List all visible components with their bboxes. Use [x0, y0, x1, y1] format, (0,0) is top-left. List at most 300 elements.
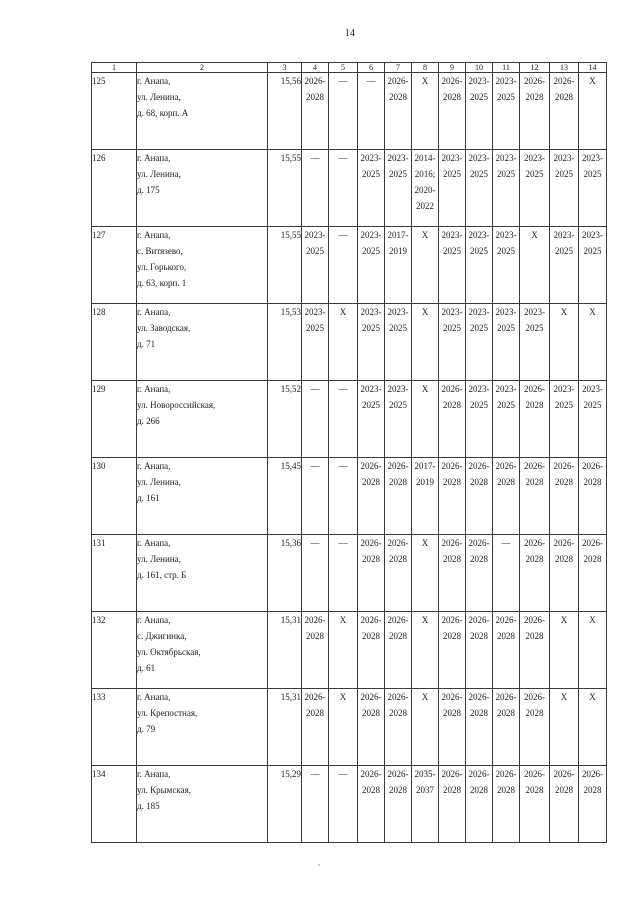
table-row: [92, 304, 607, 381]
period-text: Х: [560, 307, 568, 317]
address-cell: [137, 150, 268, 227]
index-value: 15,56: [268, 73, 302, 150]
period-cell-col-13: [550, 458, 579, 535]
period-text: 2026-: [360, 769, 382, 779]
period-text: Х: [421, 384, 429, 394]
period-cell-col-6: [358, 150, 385, 227]
period-cell-col-12: [520, 381, 550, 458]
period-cell-col-7: [385, 73, 412, 150]
period-cell-col-8: [412, 458, 439, 535]
period-text: 2035-: [414, 769, 436, 779]
period-text: 2023-: [495, 230, 517, 240]
period-cell-col-14: [579, 458, 607, 535]
address-line: д. 175: [137, 185, 160, 195]
period-text: 2025: [497, 246, 515, 256]
period-text: 2026-: [524, 76, 545, 86]
period-text: 2026-: [387, 692, 409, 702]
table-row: [92, 612, 607, 689]
period-cell-col-7: [385, 612, 412, 689]
period-text: 2028: [497, 477, 515, 487]
period-text: 2028: [443, 785, 461, 795]
table-row: [92, 535, 607, 612]
period-text: 2026-: [553, 461, 575, 471]
period-text: 2026-: [495, 769, 517, 779]
column-header-4: 4: [302, 63, 329, 73]
period-text: 2028: [306, 708, 324, 718]
period-text: 2025: [362, 323, 380, 333]
period-text: 2028: [443, 554, 461, 564]
period-text: 2025: [583, 400, 602, 410]
address-line: ул. Ленина,: [137, 92, 181, 102]
period-cell-col-10: [466, 458, 493, 535]
period-cell-col-5: [329, 73, 358, 150]
index-value: 15,31: [268, 689, 302, 766]
period-cell-col-7: [385, 381, 412, 458]
period-text: 2023-: [387, 307, 409, 317]
period-cell-col-11: [493, 73, 520, 150]
address-cell: [137, 766, 268, 843]
period-text: 2023-: [360, 307, 382, 317]
period-cell-col-9: [439, 73, 466, 150]
period-text: 2026-: [495, 461, 517, 471]
period-text: 2026-: [582, 461, 603, 471]
period-text: 2025: [497, 92, 515, 102]
period-cell-col-10: [466, 381, 493, 458]
period-cell-col-8: [412, 73, 439, 150]
period-text: 2028: [443, 477, 461, 487]
period-text: 2026-: [468, 461, 490, 471]
period-cell-col-7: [385, 689, 412, 766]
period-text: 2028: [583, 477, 602, 487]
period-cell-col-4: [302, 304, 329, 381]
period-cell-col-11: [493, 150, 520, 227]
period-text: 2025: [583, 169, 602, 179]
period-cell-col-14: [579, 612, 607, 689]
address-line: г. Анапа,: [137, 76, 171, 86]
address-line: г. Анапа,: [137, 461, 171, 471]
period-cell-col-9: [439, 535, 466, 612]
period-text: Х: [560, 692, 568, 702]
period-cell-col-8: [412, 612, 439, 689]
period-text: 2028: [306, 92, 324, 102]
period-text: 2025: [470, 246, 488, 256]
period-cell-col-8: [412, 766, 439, 843]
period-text: 2026-: [360, 461, 382, 471]
period-text: 2028: [443, 708, 461, 718]
period-cell-col-11: [493, 381, 520, 458]
period-text: —: [338, 769, 348, 779]
period-text: 2026-: [441, 615, 463, 625]
period-text: 2028: [389, 708, 407, 718]
period-cell-col-14: [579, 689, 607, 766]
period-text: 2026-: [441, 692, 463, 702]
period-text: —: [310, 769, 320, 779]
period-cell-col-12: [520, 535, 550, 612]
period-text: 2025: [362, 400, 380, 410]
period-cell-col-13: [550, 381, 579, 458]
period-text: 2023-: [495, 384, 517, 394]
address-line: д. 68, корп. А: [137, 108, 189, 118]
address-line: ул. Ленина,: [137, 169, 181, 179]
column-header-11: 11: [493, 63, 520, 73]
period-text: —: [338, 384, 348, 394]
period-text: 2023-: [441, 307, 463, 317]
period-text: —: [310, 153, 320, 163]
period-text: 2025: [555, 169, 573, 179]
period-text: 2023-: [360, 153, 382, 163]
period-text: —: [501, 538, 511, 548]
period-text: 2026-: [553, 769, 575, 779]
period-text: 2023-: [468, 307, 490, 317]
address-line: г. Анапа,: [137, 384, 171, 394]
period-cell-col-5: [329, 766, 358, 843]
period-text: 2025: [362, 246, 380, 256]
period-cell-col-8: [412, 150, 439, 227]
period-text: 2026-: [441, 76, 463, 86]
period-text: 2026-: [304, 76, 326, 86]
period-cell-col-9: [439, 227, 466, 304]
index-value: 15,53: [268, 304, 302, 381]
period-text: —: [338, 76, 348, 86]
period-cell-col-5: [329, 304, 358, 381]
period-cell-col-6: [358, 227, 385, 304]
period-text: 2026-: [524, 384, 545, 394]
period-text: 2028: [470, 477, 488, 487]
period-cell-col-8: [412, 227, 439, 304]
row-number: 128: [92, 304, 137, 381]
period-text: —: [338, 538, 348, 548]
period-cell-col-6: [358, 304, 385, 381]
period-text: 2028: [555, 477, 573, 487]
period-text: 2026-: [387, 538, 409, 548]
period-text: 2025: [470, 323, 488, 333]
period-cell-col-13: [550, 535, 579, 612]
address-line: ул. Заводская,: [137, 323, 191, 333]
column-header-13: 13: [550, 63, 579, 73]
address-cell: [137, 227, 268, 304]
period-cell-col-14: [579, 535, 607, 612]
period-cell-col-4: [302, 766, 329, 843]
period-text: 2028: [470, 554, 488, 564]
period-text: 2014-: [414, 153, 436, 163]
row-number: 125: [92, 73, 137, 150]
period-text: 2023-: [495, 153, 517, 163]
period-cell-col-12: [520, 689, 550, 766]
period-text: 2023-: [304, 230, 326, 240]
period-cell-col-13: [550, 766, 579, 843]
period-text: 2028: [525, 92, 544, 102]
period-cell-col-4: [302, 612, 329, 689]
period-text: 2025: [525, 169, 544, 179]
period-text: —: [338, 461, 348, 471]
period-cell-col-6: [358, 766, 385, 843]
period-cell-col-4: [302, 73, 329, 150]
table-row: [92, 150, 607, 227]
period-text: 2017-: [387, 230, 409, 240]
period-cell-col-11: [493, 766, 520, 843]
period-cell-col-6: [358, 535, 385, 612]
period-cell-col-5: [329, 227, 358, 304]
period-text: 2023-: [582, 384, 603, 394]
period-cell-col-14: [579, 73, 607, 150]
period-text: 2028: [555, 785, 573, 795]
period-cell-col-9: [439, 304, 466, 381]
period-text: 2025: [443, 169, 461, 179]
period-text: 2026-: [468, 615, 490, 625]
column-header-10: 10: [466, 63, 493, 73]
period-text: Х: [339, 307, 347, 317]
index-value: 15,52: [268, 381, 302, 458]
period-cell-col-6: [358, 612, 385, 689]
period-text: 2020-: [414, 185, 436, 195]
period-text: Х: [589, 615, 596, 625]
period-cell-col-10: [466, 612, 493, 689]
address-cell: [137, 689, 268, 766]
period-cell-col-10: [466, 304, 493, 381]
period-text: 2026-: [360, 615, 382, 625]
period-text: —: [366, 76, 376, 86]
period-cell-col-13: [550, 150, 579, 227]
period-text: 2028: [470, 631, 488, 641]
period-text: 2028: [497, 708, 515, 718]
period-text: Х: [339, 615, 347, 625]
address-cell: [137, 304, 268, 381]
period-cell-col-10: [466, 689, 493, 766]
period-cell-col-5: [329, 689, 358, 766]
period-cell-col-4: [302, 227, 329, 304]
address-line: с. Витязево,: [137, 246, 183, 256]
period-cell-col-8: [412, 304, 439, 381]
index-value: 15,31: [268, 612, 302, 689]
period-text: Х: [560, 615, 568, 625]
period-cell-col-5: [329, 458, 358, 535]
address-line: г. Анапа,: [137, 538, 171, 548]
period-text: 2028: [583, 554, 602, 564]
period-text: Х: [589, 76, 596, 86]
row-number: 126: [92, 150, 137, 227]
period-cell-col-7: [385, 304, 412, 381]
period-text: 2019: [416, 477, 434, 487]
period-cell-col-6: [358, 689, 385, 766]
period-text: 2025: [470, 400, 488, 410]
column-header-1: 1: [92, 63, 137, 73]
period-text: 2019: [389, 246, 407, 256]
index-value: 15,55: [268, 227, 302, 304]
period-text: 2026-: [441, 769, 463, 779]
period-cell-col-4: [302, 689, 329, 766]
period-text: 2026-: [360, 692, 382, 702]
period-cell-col-6: [358, 381, 385, 458]
period-text: 2025: [470, 169, 488, 179]
period-cell-col-14: [579, 381, 607, 458]
period-cell-col-11: [493, 612, 520, 689]
period-text: 2023-: [553, 153, 575, 163]
period-cell-col-12: [520, 766, 550, 843]
period-text: 2028: [389, 92, 407, 102]
period-text: 2023-: [468, 384, 490, 394]
period-text: 2025: [389, 169, 407, 179]
period-text: 2026-: [441, 384, 463, 394]
period-text: Х: [421, 307, 429, 317]
address-line: д. 161: [137, 493, 160, 503]
period-text: Х: [589, 307, 596, 317]
period-text: 2025: [497, 323, 515, 333]
period-text: 2023-: [524, 153, 545, 163]
period-text: 2026-: [524, 769, 545, 779]
period-text: 2025: [443, 246, 461, 256]
address-line: г. Анапа,: [137, 615, 171, 625]
period-text: 2026-: [553, 538, 575, 548]
period-text: 2028: [362, 477, 380, 487]
period-text: Х: [421, 76, 429, 86]
column-header-12: 12: [520, 63, 550, 73]
period-cell-col-5: [329, 381, 358, 458]
address-line: д. 79: [137, 724, 156, 734]
period-text: 2025: [306, 246, 324, 256]
table-row: [92, 458, 607, 535]
period-cell-col-12: [520, 304, 550, 381]
schedule-table: [91, 62, 607, 843]
period-cell-col-9: [439, 150, 466, 227]
period-text: 2028: [362, 708, 380, 718]
period-text: —: [338, 153, 348, 163]
address-line: г. Анапа,: [137, 307, 171, 317]
address-line: с. Джигинка,: [137, 631, 187, 641]
period-text: 2026-: [524, 538, 545, 548]
period-cell-col-4: [302, 458, 329, 535]
column-header-5: 5: [329, 63, 358, 73]
period-cell-col-9: [439, 612, 466, 689]
period-cell-col-5: [329, 150, 358, 227]
period-text: 2028: [555, 92, 573, 102]
period-cell-col-13: [550, 689, 579, 766]
period-text: 2028: [362, 631, 380, 641]
period-text: Х: [339, 692, 347, 702]
address-line: д. 63, корп. 1: [137, 278, 187, 288]
period-cell-col-13: [550, 227, 579, 304]
period-cell-col-12: [520, 150, 550, 227]
period-text: 2025: [470, 92, 488, 102]
period-text: 2023-: [360, 230, 382, 240]
period-text: 2026-: [387, 615, 409, 625]
period-text: 2023-: [524, 307, 545, 317]
period-cell-col-4: [302, 150, 329, 227]
period-text: —: [310, 538, 320, 548]
period-text: 2023-: [553, 230, 575, 240]
index-value: 15,29: [268, 766, 302, 843]
period-text: 2026-: [582, 769, 603, 779]
period-text: 2028: [525, 708, 544, 718]
period-text: 2028: [306, 631, 324, 641]
period-text: 2023-: [553, 384, 575, 394]
period-cell-col-12: [520, 612, 550, 689]
table-row: [92, 227, 607, 304]
period-text: 2028: [470, 785, 488, 795]
period-cell-col-4: [302, 381, 329, 458]
period-text: 2023-: [360, 384, 382, 394]
period-text: 2022: [416, 201, 434, 211]
column-header-14: 14: [579, 63, 607, 73]
period-text: 2025: [555, 246, 573, 256]
address-line: ул. Горького,: [137, 262, 187, 272]
table-header-row: [92, 63, 607, 73]
period-text: 2028: [443, 400, 461, 410]
period-text: —: [310, 384, 320, 394]
period-cell-col-8: [412, 535, 439, 612]
period-text: 2023-: [304, 307, 326, 317]
period-text: 2025: [497, 400, 515, 410]
column-header-9: 9: [439, 63, 466, 73]
period-text: 2028: [583, 785, 602, 795]
period-cell-col-14: [579, 304, 607, 381]
period-text: —: [338, 230, 348, 240]
period-text: 2026-: [304, 615, 326, 625]
column-header-6: 6: [358, 63, 385, 73]
row-number: 127: [92, 227, 137, 304]
address-line: ул. Крепостная,: [137, 708, 198, 718]
period-cell-col-10: [466, 766, 493, 843]
period-text: 2023-: [495, 307, 517, 317]
period-text: 2026-: [495, 692, 517, 702]
period-cell-col-9: [439, 458, 466, 535]
period-cell-col-12: [520, 73, 550, 150]
row-number: 133: [92, 689, 137, 766]
period-cell-col-7: [385, 535, 412, 612]
period-text: Х: [421, 615, 429, 625]
address-line: д. 185: [137, 801, 160, 811]
period-cell-col-13: [550, 304, 579, 381]
period-cell-col-7: [385, 150, 412, 227]
address-line: г. Анапа,: [137, 692, 171, 702]
period-cell-col-10: [466, 535, 493, 612]
period-text: 2026-: [468, 538, 490, 548]
table-row: [92, 73, 607, 150]
period-cell-col-10: [466, 227, 493, 304]
row-number: 131: [92, 535, 137, 612]
period-text: Х: [421, 230, 429, 240]
period-text: 2026-: [582, 538, 603, 548]
period-text: 2026-: [304, 692, 326, 702]
period-cell-col-5: [329, 535, 358, 612]
period-cell-col-13: [550, 612, 579, 689]
row-number: 134: [92, 766, 137, 843]
period-text: 2025: [362, 169, 380, 179]
period-text: 2028: [389, 785, 407, 795]
period-text: 2025: [443, 323, 461, 333]
period-cell-col-9: [439, 766, 466, 843]
row-number: 129: [92, 381, 137, 458]
period-text: 2026-: [524, 692, 545, 702]
period-text: 2026-: [360, 538, 382, 548]
period-text: 2026-: [468, 692, 490, 702]
period-text: 2028: [389, 554, 407, 564]
period-text: 2026-: [495, 615, 517, 625]
period-cell-col-10: [466, 150, 493, 227]
period-text: 2028: [497, 785, 515, 795]
period-cell-col-12: [520, 458, 550, 535]
period-text: 2025: [525, 323, 544, 333]
index-value: 15,45: [268, 458, 302, 535]
period-text: 2028: [525, 400, 544, 410]
address-line: д. 71: [137, 339, 156, 349]
period-text: 2028: [443, 92, 461, 102]
period-text: 2025: [583, 246, 602, 256]
period-cell-col-8: [412, 689, 439, 766]
period-text: 2028: [389, 631, 407, 641]
period-text: 2023-: [387, 153, 409, 163]
period-cell-col-10: [466, 73, 493, 150]
column-header-3: 3: [268, 63, 302, 73]
